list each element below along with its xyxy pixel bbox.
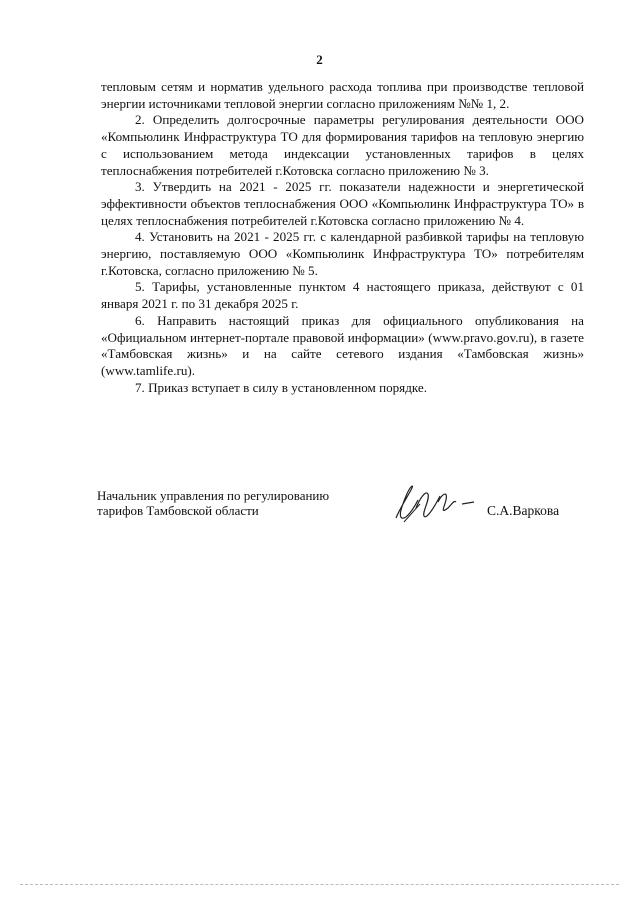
handwritten-signature-icon (390, 478, 480, 528)
paragraph-6: 6. Направить настоящий приказ для официального опубликования на «Официальном интернет-портале правовой информации» (www.pravo.gov.ru), в газете «Тамбовская жизнь» и на сайте сетевого издания «Тамбовская жизнь» (www.tamlife.ru). (101, 312, 584, 378)
page-number: 2 (316, 52, 323, 67)
paragraph-4: 4. Установить на 2021 - 2025 гг. с календарной разбивкой тарифы на тепловую энергию, поставляемую ООО «Компьюлинк Инфраструктура ТО» потребителям г.Котовска, согласно приложению № 5. (101, 229, 584, 278)
paragraph-7: 7. Приказ вступает в силу в установленном порядке. (135, 379, 427, 395)
paragraph-3: 3. Утвердить на 2021 - 2025 гг. показатели надежности и энергетической эффективности объектов теплоснабжения ООО «Компьюлинк Инфраструктура ТО» в целях теплоснабжения потребителей г.Котовска согласно приложению № 4. (101, 179, 584, 228)
paragraph-2: 2. Определить долгосрочные параметры регулирования деятельности ООО «Компьюлинк Инфраструктура ТО для формирования тарифов на тепловую энергию с использованием метода индексации установленных тарифов в целях теплоснабжения потребителей г.Котовска согласно приложению № 3. (101, 112, 584, 178)
signatory-position-line-1: Начальник управления по регулированию (97, 488, 330, 503)
page-bottom-edge (20, 884, 619, 885)
signatory-name: С.А.Варкова (487, 503, 560, 518)
paragraph-1-continued: тепловым сетям и норматив удельного расхода топлива при производстве тепловой энергии источниками тепловой энергии согласно приложениям №№ 1, 2. (101, 79, 584, 111)
signatory-position-line-2: тарифов Тамбовской области (97, 503, 259, 518)
signatory-position (97, 488, 329, 518)
paragraph-5: 5. Тарифы, установленные пунктом 4 настоящего приказа, действуют с 01 января 2021 г. по 31 декабря 2025 г. (101, 279, 584, 312)
document-body (101, 79, 584, 396)
